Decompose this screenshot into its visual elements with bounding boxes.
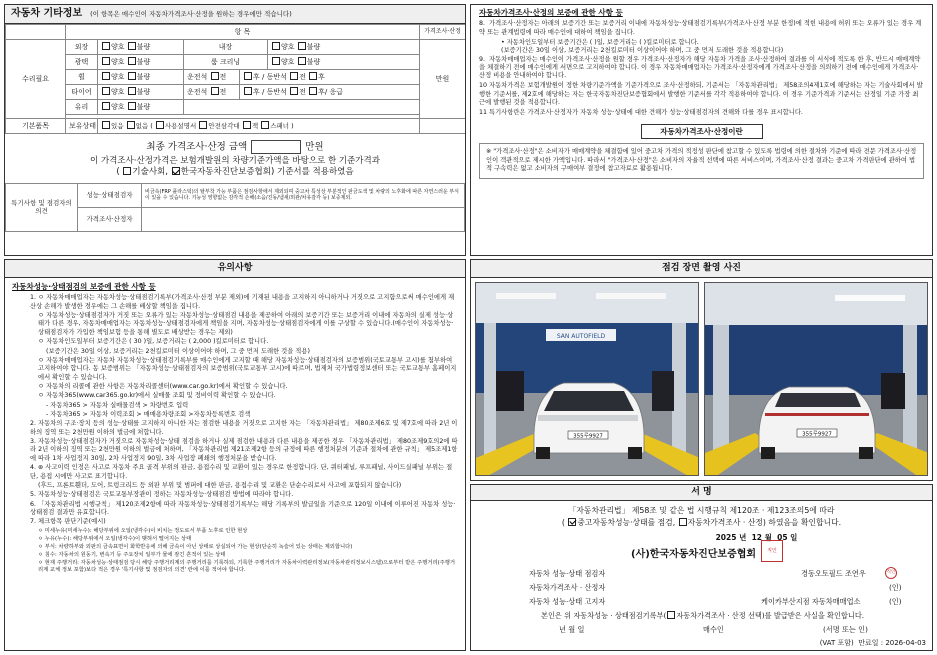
final-price-box[interactable]	[251, 140, 301, 154]
inspector-stamp: 직인	[885, 567, 897, 579]
wheel-passenger-front-checkbox[interactable]	[290, 72, 298, 80]
signature-bar: 서 명	[471, 485, 932, 501]
front-photo[interactable]	[475, 282, 699, 476]
title-note: (이 항목은 매수인이 자동차가격조사·산정을 원하는 경우에만 적습니다)	[90, 10, 292, 18]
basic-items-status-label: 보유상태	[66, 119, 98, 134]
buyer-confirm: 본인은 위 자동차성능 · 상태점검기록부( 자동차가격조사 · 산정 선택)를 발급받은 사실을 확인합니다.	[541, 611, 865, 620]
interior-good-checkbox[interactable]	[272, 42, 280, 50]
triangle-checkbox[interactable]	[199, 121, 207, 129]
sign-org: (사)한국자동차진단보증협회	[631, 549, 757, 560]
inspection-photos-panel	[470, 259, 933, 481]
sign-confirm-line: ( 중고자동차성능·상태를 점검, 자동차가격조사 · 산정) 하였음을 확인합니다.	[561, 517, 842, 527]
photos-bar: 점검 장면 촬영 사진	[471, 260, 932, 278]
basic-have-checkbox[interactable]	[102, 121, 110, 129]
repair-group-label: 수리필요	[6, 40, 66, 119]
buyer-label: 매수인	[703, 625, 724, 634]
expiry-line: (VAT 포함) 만료일 : 2026-04-03	[819, 639, 926, 647]
jack-checkbox[interactable]	[243, 121, 251, 129]
cautions-header: 자동차성능·상태점검의 보증에 관한 사항 등	[12, 282, 156, 291]
wheel-good-checkbox[interactable]	[102, 72, 110, 80]
title-text: 자동차 기타정보	[11, 8, 83, 19]
wheel-passenger-rear-checkbox[interactable]	[309, 72, 317, 80]
row-exterior: 외장	[66, 40, 98, 55]
tire-bad-checkbox[interactable]	[128, 87, 136, 95]
tire-driver-front-checkbox[interactable]	[211, 87, 219, 95]
tire-driver-rear-checkbox[interactable]	[244, 87, 252, 95]
interior-bad-checkbox[interactable]	[298, 42, 306, 50]
section-header: 자동차가격조사·산정의 보증에 관한 사항 등	[479, 8, 623, 17]
row-interior: 내장	[184, 40, 268, 55]
basic-none-checkbox[interactable]	[127, 121, 135, 129]
org-seal: 직인	[761, 540, 783, 562]
cautions-panel: 유의사항 자동차성능·상태점검의 보증에 관한 사항 등 1. ㅇ 자동차매매업자는 자동차성능·상태점검기록부(가격조사·산정 부분 제외)에 기재된 내용을 고지하지 아니하거나 거짓으로 고지함으로써 매수인에게 재산상 손해가 발생한 경우에는 그 손해를 배상할 책임을 집니다. ㅇ 자동차성능·상태점검자가 거짓 또는 오류가 있는 자동차성능·상태점검 내용을 제공하여 아래의 보증기간 또는 보증거리 이내에 자동차의 실제 성능·상태가 다른 경우, 자동차매매업자는 자동차성능·상태점검자에게 책임을 지며, 자동차성능·상태점검자에게 이를 구상할 수 있습니다.(매수인이 자동차성능·상태점검자가 가입한 책임보험 등을 통해 별도로 배상받는 경우는 제외) ㅇ 자동차인도일부터 보증기간은 ( 30 )일, 보증거리는 ( 2,000 )킬로미터로 합니다. (보증기간은 30일 이상, 보증거리는 2천킬로미터 이상이어야 하며, 그 중 먼저 도래한 것을 적용) ㅇ 자동차매매업자는 자동차 자동차성능·상태점검기록부를 매수인에게 고지할 때 해당 자동차성능·상태점검자의 보증범위(국토교통부 고시)를 첨부하여 고지하여야 합니다. 동 보증범위는 「자동차성능·상태점검자의 보증범위(국토교통부 고시)에 따르며, 법제처 국가법령정보센터 또는 국토교통부 홈페이지에서 확인할 수 있습니다. ㅇ 자동차의 리콜에 관한 사항은 자동차리콜센터(www.car.go.kr)에서 확인할 수 있습니다. ㅇ 자동차365(www.car365.go.kr)에서 실매물 조회 및 정비이력 확인할 수 있습니다. - 자동차365 > 자동차 실매물검색 > 차량번호 입력 - 자동차365 > 자동차 이력조회 > 매매용차량조회 >자동차등록번호 검색 2. 자동차의 구조·장치 등의 성능·상태를 고지하지 아니한 자는 점검한 내용을 거짓으로 고지한 자는 「자동차관리법」 제80조제6호 및 제7호에 따라 2년 이하의 징역 또는 2천만원 이하의 벌금에 처합니다. 3. 자동차성능·상태점검자가 거짓으로 자동차성능·상태 점검을 하거나 실제 점검한 내용과 다른 내용을 제공한 경우 「자동차관리법」 제80조제9호의2에 따라 2년 이하의 징역 또는 2천만원 이하의 벌금에 처하며, 「자동차관리법 제21조제2항 등의 규정에 따른 행정처분의 기준과 절차에 관한 규칙」 제5조제1항에 따라 1차 사업정지 30일, 2차 사업정지 90일, 3차 사업장 폐쇄의 행정처분을 받습니다. 4. ⊛ 사고이력 인정은 사고로 자동차 주요 골격 부위의 판금, 용접수리 및 교환이 있는 경우로 한정합니다. 단, 쿼터패널, 루프패널, 사이드실패널 부위는 절단, 용접 시에만 사고로 표기합니다. (후드, 프론트휀더, 도어, 트렁크리드 등 외판 부위 및 범퍼에 대한 판금, 용접수리 및 교환은 단순수리로서 사고에 포함되지 않습니다) 5. 자동차성능·상태점검은 국토교통부장관이 정하는 자동차성능·상태점검 방법에 따라야 합니다. 6. 「자동차관리법 시행규칙」 제120조제2항에 따라 자동차성능·상태점검기록부는 해당 기록부의 발급일을 기준으로 120일 이내에 이루어진 자동차 성능·상태점검 결과만 유효합니다. 7. 체크항목 판단기준(예시) ㅇ 미세누유(미세누수): 해당부위에 오일(냉각수)이 비치는 정도로서 부품 노후로 인한 현상 ㅇ 누유(누수): 해당부위에서 오일(냉각수)이 맺혀서 떨어지는 상태 ㅇ 부식: 차량하부와 외판의 금속표면이 화학반응에 의해 금속이 아닌 상태로 상실되어 가는 현상(단순히 녹슬어 있는 상태는 제외합니다) ㅇ 침수: 자동차의 원동기, 변속기 등 주요장치 일부가 물에 잠긴 흔적이 있는 상태 ㅇ 현재 주행거리: 자동차성능·상태점검 당시 해당 주행거리계의 주행거리를 기록하되, 기록한 주행거리가 자동차이력관리정보(자동차관리정보시스템)으로부터 받은 주행거리(주행거리계 교체 정보 포함)보다 적은 경우 '특기사항 및 점검자의 의견' 란에 이를 적어야 합니다.	[4, 259, 466, 651]
price-unit: 만원	[420, 40, 466, 119]
opinion-inspector-text: 비금속(FRP 플라스틱)의 탈부착 가능 부품은 점검사항에서 제외되며 중고차 특성상 부분적인 판금도색 및 차량의 노후화에 따른 자연스러운 부식이 있을 수 있습니다. 기능성 영향없는 감각적 손해(소음/진동/냄새/외관/차유감각 등) 보증제외.	[142, 183, 465, 207]
row-gloss: 광택	[66, 55, 98, 70]
wheel-bad-checkbox[interactable]	[128, 72, 136, 80]
col-price-header: 가격조사·산정	[420, 25, 466, 40]
appraisal-checkbox[interactable]	[679, 518, 687, 526]
sign-row3-label: 자동차 성능·상태 고지자	[529, 597, 606, 606]
sign-row3-value: 케이카부산지점 자동차매매업소	[761, 597, 861, 606]
spanner-checkbox[interactable]	[261, 121, 269, 129]
row-glass: 유리	[66, 100, 98, 115]
opinion-appraiser-label: 가격조사·산정자	[78, 207, 142, 231]
room-good-checkbox[interactable]	[272, 57, 280, 65]
row-tire: 타이어	[66, 85, 98, 100]
gloss-good-checkbox[interactable]	[102, 57, 110, 65]
cautions-bar: 유의사항	[5, 260, 465, 278]
row-room-cleaning: 룸 크리닝	[184, 55, 268, 70]
basis-statement: 이 가격조사·산정가격은 보험개발원의 차량기준가액을 바탕으로 한 기준가격과 ( 기술사회, 한국자동차진단보증협회) 기준서를 적용하였음	[90, 156, 380, 178]
row-wheel: 휠	[66, 70, 98, 85]
room-bad-checkbox[interactable]	[298, 57, 306, 65]
opinion-label: 특기사항 및 점검자의 의견	[6, 183, 78, 231]
front-photo-image	[476, 283, 699, 476]
signature-panel: 서 명 「자동차관리법」 제58조 및 같은 법 시행규칙 제120조 · 제123조의5에 따라 ( 중고자동차성능·상태를 점검, 자동차가격조사 · 산정) 하였음을 확인합니다. 2025 년 12 월 05 일 (사)한국자동차진단보증협회 직인 자동차 성능·상태 점검자 경동오토필드 조연우 직인 자동차가격조사 · 산정자 (인) 자동차 성능·상태 고지자 케이카부산지점 자동차매매업소 (인) 본인은 위 자동차성능 · 상태점검기록부( 자동차가격조사 · 산정 선택)를 발급받은 사실을 확인합니다. 년 월 일 매수인 (서명 또는 인) (VAT 포함) 만료일 : 2026-04-03	[470, 484, 933, 651]
sign-date: 2025 년 12 월 05 일	[715, 533, 798, 543]
wheel-driver-rear-checkbox[interactable]	[244, 72, 252, 80]
tire-good-checkbox[interactable]	[102, 87, 110, 95]
rear-photo-image	[705, 283, 928, 476]
tire-passenger-front-checkbox[interactable]	[290, 87, 298, 95]
glass-good-checkbox[interactable]	[102, 102, 110, 110]
exterior-good-checkbox[interactable]	[102, 42, 110, 50]
glass-bad-checkbox[interactable]	[128, 102, 136, 110]
rear-photo[interactable]	[704, 282, 928, 476]
manual-checkbox[interactable]	[156, 121, 164, 129]
wheel-driver-front-checkbox[interactable]	[211, 72, 219, 80]
appraisal-guarantee-panel: 자동차가격조사·산정의 보증에 관한 사항 등 8. 가격조사·산정자는 아래의 보증기간 또는 보증거리 이내에 자동차성능·상태점검기록부(가격조사·산정 부분 한정)에 적힌 내용에 허위 또는 오류가 있는 경우 계약 또는 관계법령에 따라 매수인에 대하여 책임을 집니다. • 자동차인도일부터 보증기간은 ( )일, 보증거리는 ( )킬로미터로 합니다. (보증기간은 30일 이상, 보증거리는 2천킬로미터 이상이어야 하며, 그 중 먼저 도래한 것을 적용합니다) 9. 자동차매매업자는 매수인이 가격조사·산정을 원할 경우 가격조사·산정자가 해당 자동차 가격을 조사·산정하여 결과를 이 서식에 적도록 한 후, 반드시 매매계약을 체결하기 전에 매수인에게 서면으로 고지하여야 합니다. 이 경우 자동차매매업자는 가격조사·산정자에게 가격조사·산정을 의뢰하기 전에 매수인에게 가격조사·산정 비용을 안내하여야 합니다. 10 자동차가격은 보험개발원이 정한 차량기준가액을 기준가격으로 조사·산정하되, 기준서는 「자동차관리법」 제58조의4제1호에 해당하는 자는 기술사회에서 발행한 기준서를, 제2호에 해당하는 자는 한국자동차진단보증협회에서 발행한 기준서를 각각 적용하여야 합니다. 이 경우 기준가격과 기준서는 산정일 기준 가장 최근에 발행된 것을 적용합니다. 11 특기사항란은 가격조사·산정자가 자동차 성능·상태에 대한 견해가 성능·상태점검자의 견해와 다를 경우 표시합니다. 자동차가격조사·산정이란 ※ "가격조사·산정"은 소비자가 매매계약을 체결함에 있어 중고차 가격의 적정성 판단에 참고할 수 있도록 법령에 의한 절차와 기준에 따라 전문 가격조사·산정인이 객관적으로 제시한 가액입니다. 따라서 "가격조사·산정"은 소비자의 자율적 선택에 따른 서비스이며, 가격조사·산정 결과는 중고차 가격판단에 관하여 법적 구속력은 없고 소비자의 구매여부 결정에 참고자료로 활용됩니다.	[470, 4, 933, 256]
front-sign-text: SAN AUTOFIELD	[556, 333, 606, 340]
definition-title: 자동차가격조사·산정이란	[641, 124, 763, 139]
repair-table: 항 목 가격조사·산정 수리필요 외장 양호 불량 내장 양호 불량 만원 광택 양호 불량 룸 크리닝 양호 불량 휠 양호 불량 운전석 전 후 / 동반석 전 후 타이어 양호 불량 운전석 전 후 / 동반석 전 후/ 응급 유리 양호 불량 기본품목 보유상태 있음 없음 ( 사용설명서 안전삼각대 잭 스패너 )	[5, 24, 466, 134]
buyer-appraisal-checkbox[interactable]	[667, 611, 675, 619]
opinion-inspector-label: 성능·상태점검자	[78, 183, 142, 207]
inspection-checkbox[interactable]	[568, 518, 576, 526]
front-plate-text: 355루9927	[573, 433, 603, 440]
definition-text: ※ "가격조사·산정"은 소비자가 매매계약을 체결함에 있어 중고차 가격의 적정성 판단에 참고할 수 있도록 법령에 의한 절차와 기준에 따라 전문 가격조사·산정인이 객관적으로 제시한 가액입니다. 따라서 "가격조사·산정"은 소비자의 자율적 선택에 따른 서비스이며, 가격조사·산정 결과는 중고차 가격판단에 관하여 법적 구속력은 없고 소비자의 구매여부 결정에 참고자료로 활용됩니다.	[479, 143, 924, 179]
col-item-header: 항 목	[66, 25, 420, 40]
sign-row1-label: 자동차 성능·상태 점검자	[529, 569, 606, 578]
sign-row1-value: 경동오토필드 조연우	[801, 569, 866, 578]
vehicle-other-info-panel	[4, 4, 466, 256]
opinion-table	[5, 183, 465, 232]
buyer-signature[interactable]: (서명 또는 인)	[823, 625, 868, 634]
final-price: 최종 가격조사·산정 금액 만원	[146, 141, 324, 153]
basic-items-label: 기본품목	[6, 119, 66, 134]
sign-row2-label: 자동차가격조사 · 산정자	[529, 583, 606, 592]
sign-legal-line: 「자동차관리법」 제58조 및 같은 법 시행규칙 제120조 · 제123조의5에 따라	[568, 506, 835, 515]
panel-title	[5, 5, 465, 24]
exterior-bad-checkbox[interactable]	[128, 42, 136, 50]
assoc-checkbox[interactable]	[172, 167, 180, 175]
buyer-date: 년 월 일	[559, 625, 585, 634]
tire-passenger-rear-checkbox[interactable]	[309, 87, 317, 95]
gloss-bad-checkbox[interactable]	[128, 57, 136, 65]
tech-society-checkbox[interactable]	[123, 167, 131, 175]
rear-plate-text: 355루9927	[802, 431, 832, 438]
